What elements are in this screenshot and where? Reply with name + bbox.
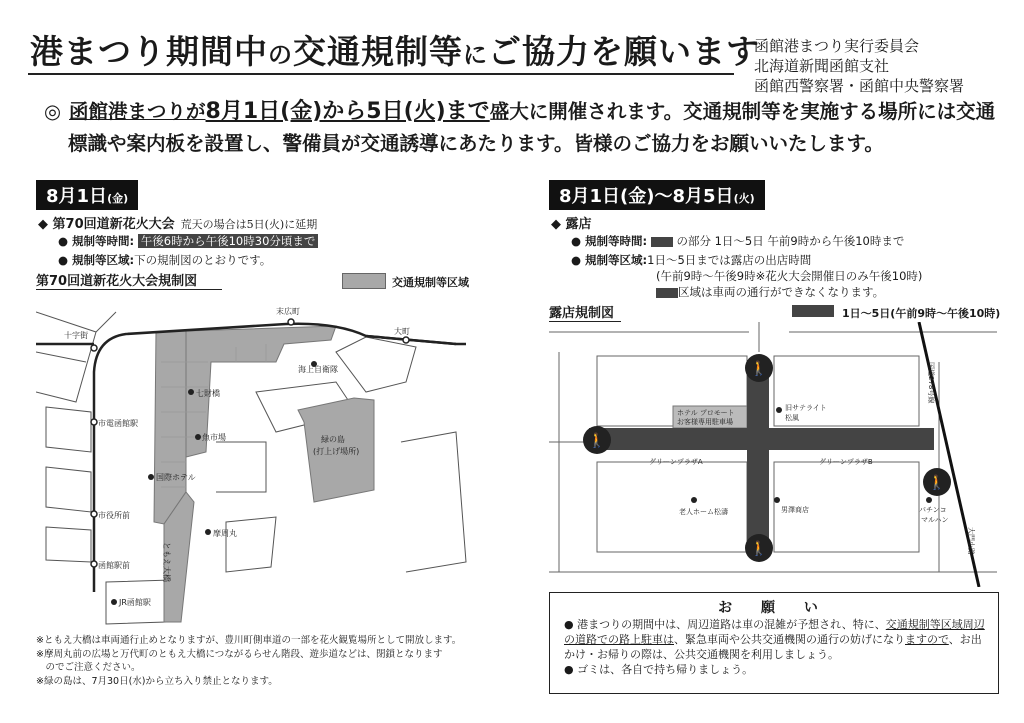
label-rojin: 老人ホーム松濤 <box>679 508 728 516</box>
label-pachinko: パチンコ <box>919 506 947 514</box>
label-plaza-b: グリーンプラザB <box>819 458 873 466</box>
label-kaijo: 海上自衛隊 <box>298 365 338 374</box>
notice-title: お 願 い <box>718 600 830 616</box>
label-mitsuo: 男澤商店 <box>781 506 809 514</box>
notice-item-1: ● 港まつりの期間中は、周辺道路は車の混雑が予想され、特に、交通規制等区域周辺の道路での路上駐車は、緊急車両や公共交通機関の通行の妨げになりますので、お出かけ・お帰りの際は、公共交通機関を利用しましょう。 <box>564 618 985 661</box>
label-hotel-parking: お客様専用駐車場 <box>677 418 733 426</box>
label-hotel: 国際ホテル <box>156 473 196 482</box>
left-legend-label: 交通規制等区域 <box>392 276 469 289</box>
title-underline <box>28 73 734 75</box>
intro-text: ◎ 函館港まつりが8月1日(金)から5日(火)まで盛大に開催されます。交通規制等を実施する場所には交通 標識や案内板を設置し、警備員が交通誘導にあたります。皆様のご協力をお願いいたします。 <box>44 99 996 155</box>
label-plaza-a: グリーンプラザA <box>649 458 703 466</box>
right-event-title: ◆ 露店 <box>551 217 592 232</box>
stall-map <box>549 322 997 587</box>
label-route-278: 国道278号線 <box>927 362 935 404</box>
label-matsukaze: 松風 <box>785 414 799 422</box>
label-hotel-promote: ホテル プロモート <box>677 409 735 417</box>
label-old-satellite: 旧サテライト <box>785 404 827 412</box>
label-midori2: (打上げ場所) <box>313 447 360 456</box>
label-mashu: 摩周丸 <box>213 529 237 538</box>
label-suehirocho: 末広町 <box>276 307 300 316</box>
regulation-area-west <box>154 330 186 524</box>
right-legend-swatch <box>792 305 834 317</box>
fireworks-map <box>36 292 476 632</box>
label-tomoe: ともえ大橋 <box>162 542 171 582</box>
stall-road-horizontal <box>589 428 934 450</box>
left-event-title: ◆ 第70回道新花火大会 荒天の場合は5日(火)に延期 <box>38 217 318 232</box>
right-map-title: 露店規制図 <box>549 302 621 322</box>
svg-text:🚶: 🚶 <box>588 433 606 449</box>
label-jujigai: 十字街 <box>64 331 88 340</box>
right-area-line3: 区域は車両の通行ができなくなります。 <box>656 284 884 300</box>
right-date-badge: 8月1日(金)〜8月5日(火) <box>549 180 765 210</box>
stall-road-vertical <box>747 360 769 552</box>
notice-item-2: ● ゴミは、各自で持ち帰りましょう。 <box>564 663 754 676</box>
right-area: ● 規制等区域:1日〜5日までは露店の出店時間 <box>571 253 812 267</box>
label-ohmon: 大門小路 <box>967 527 975 555</box>
svg-text:🚶: 🚶 <box>750 541 768 557</box>
page-title: 港まつり期間中の交通規制等にご協力を願います <box>30 32 760 71</box>
label-midori1: 緑の島 <box>321 435 345 444</box>
left-time: ● 規制等時間: 午後6時から午後10時30分頃まで <box>58 233 318 249</box>
label-maruhan: マルハン <box>921 516 949 524</box>
svg-text:🚶: 🚶 <box>750 361 768 377</box>
notice-box <box>549 592 999 694</box>
stall-swatch <box>651 237 673 247</box>
left-map-title: 第70回道新花火大会規制図 <box>36 270 222 290</box>
left-area: ● 規制等区域:下の規制図のとおりです。 <box>58 253 272 267</box>
organizer-3: 函館西警察署・函館中央警察署 <box>754 77 965 95</box>
label-shiyakusho: 市役所前 <box>98 511 130 520</box>
label-nanakura: 七財橋 <box>196 389 220 398</box>
organizer-1: 函館港まつり実行委員会 <box>754 37 920 55</box>
label-jr: JR函館駅 <box>119 598 151 607</box>
right-legend-label: 1日〜5日(午前9時〜午後10時) <box>842 307 1001 320</box>
label-shiden: 市電函館駅 <box>98 419 138 428</box>
label-uoichi: 魚市場 <box>202 433 226 442</box>
footnotes: ※ともえ大橋は車両通行止めとなりますが、豊川町側車道の一部を花火観覧場所として開放します。 ※摩周丸前の広場と万代町のともえ大橋につながるらせん階段、遊歩道などは、閉鎖となります のでご注意ください。 ※緑の島は、7月30日(水)から立ち入り禁止となります。 <box>36 635 462 687</box>
right-area-line2: (午前9時〜午後9時※花火大会開催日のみ午後10時) <box>656 269 923 283</box>
organizer-2: 北海道新聞函館支社 <box>754 57 890 75</box>
left-date-badge: 8月1日(金) <box>36 180 138 210</box>
label-hakodate-st: 函館駅前 <box>98 561 130 570</box>
svg-text:🚶: 🚶 <box>928 475 946 491</box>
left-legend-swatch <box>342 273 386 289</box>
right-time: ● 規制等時間: の部分 1日〜5日 午前9時から午後10時まで <box>571 234 905 248</box>
label-omachi: 大町 <box>394 327 410 336</box>
